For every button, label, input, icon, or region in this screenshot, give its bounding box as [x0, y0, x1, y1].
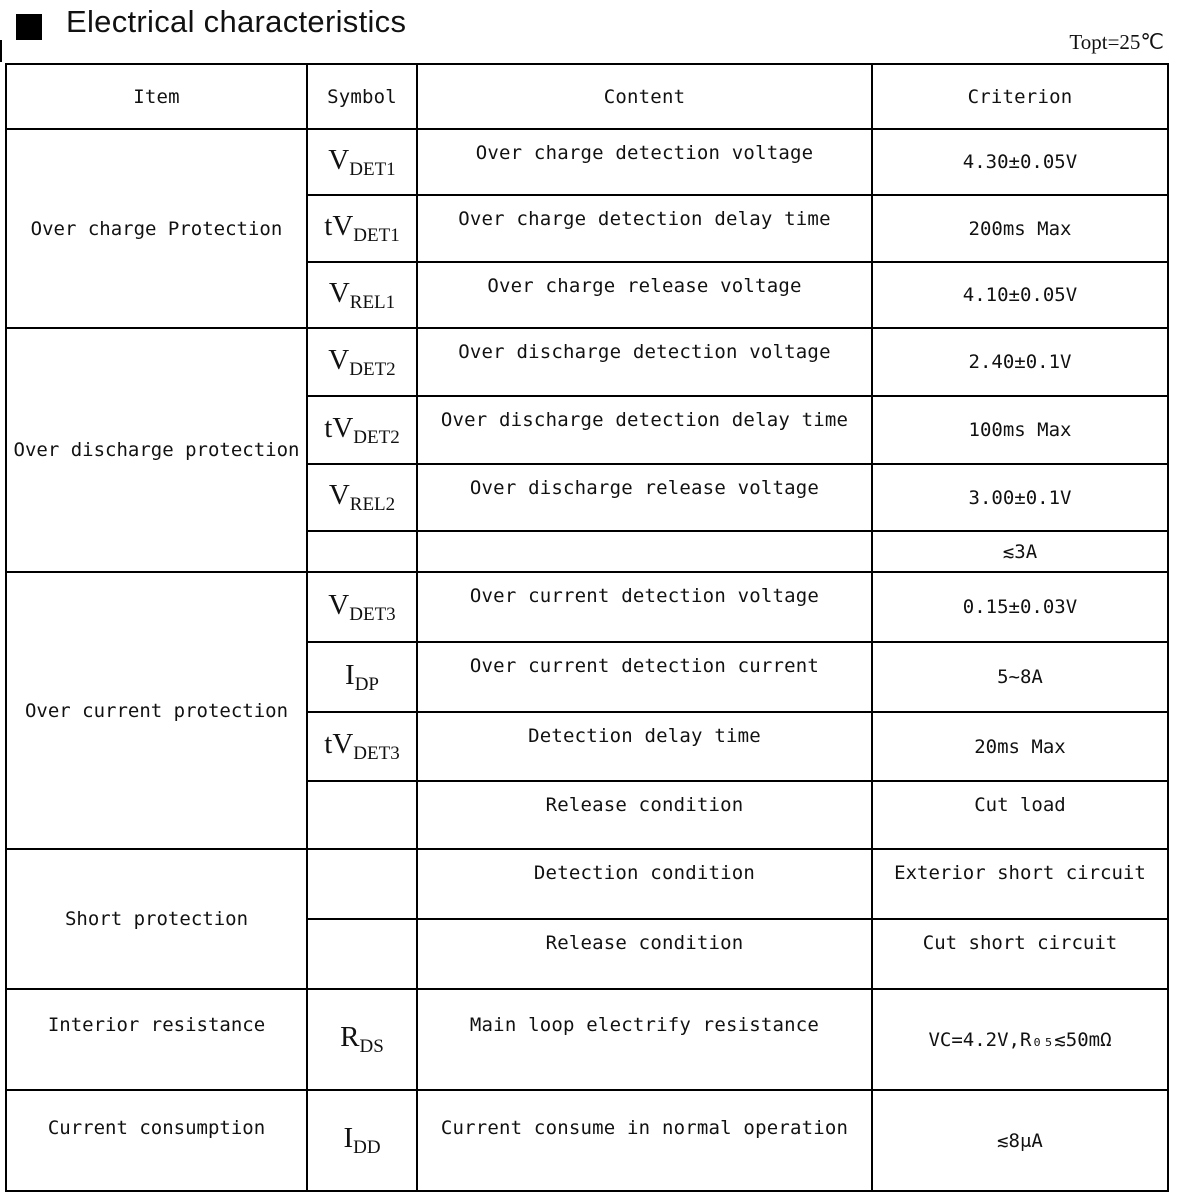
criterion-cell: 5~8A — [872, 642, 1168, 712]
header-item: Item — [6, 64, 307, 129]
title-row — [8, 0, 1188, 50]
operating-temperature-note: Topt=25℃ — [1069, 30, 1164, 54]
content-cell: Over current detection voltage — [417, 572, 872, 642]
table-row — [6, 989, 1168, 1090]
symbol-rds: $R_{DS}$ — [307, 989, 417, 1090]
header-row — [6, 64, 1168, 129]
content-cell: Detection delay time — [417, 712, 872, 781]
content-cell: Release condition — [417, 781, 872, 849]
header-symbol: Symbol — [307, 64, 417, 129]
symbol-empty — [307, 531, 417, 572]
content-cell: Over charge detection voltage — [417, 129, 872, 195]
content-cell: Over discharge release voltage — [417, 464, 872, 531]
criterion-cell: 0.15±0.03V — [872, 572, 1168, 642]
criterion-cell: VC=4.2V,R₀₅≲50mΩ — [872, 989, 1168, 1090]
symbol-empty — [307, 781, 417, 849]
criterion-cell: Exterior short circuit — [872, 849, 1168, 919]
criterion-cell: 2.40±0.1V — [872, 328, 1168, 396]
content-cell: Main loop electrify resistance — [417, 989, 872, 1090]
item-short: Short protection — [6, 849, 307, 989]
criterion-cell: Cut load — [872, 781, 1168, 849]
page-title: Electrical characteristics — [66, 4, 407, 39]
content-cell: Over current detection current — [417, 642, 872, 712]
item-interior-resistance: Interior resistance — [6, 989, 307, 1090]
symbol-vdet2: $V_{DET2}$ — [307, 328, 417, 396]
table-row — [6, 572, 1168, 642]
symbol-tvdet2: $tV_{DET2}$ — [307, 396, 417, 464]
content-cell — [417, 531, 872, 572]
table-row — [6, 849, 1168, 919]
criterion-cell: 20ms Max — [872, 712, 1168, 781]
header-content: Content — [417, 64, 872, 129]
content-cell: Over charge detection delay time — [417, 195, 872, 262]
content-cell: Over discharge detection voltage — [417, 328, 872, 396]
symbol-vrel2: $V_{REL2}$ — [307, 464, 417, 531]
criterion-cell: ≲3A — [872, 531, 1168, 572]
item-over-charge: Over charge Protection — [6, 129, 307, 328]
criterion-cell: 4.10±0.05V — [872, 262, 1168, 328]
item-over-discharge: Over discharge protection — [6, 328, 307, 572]
symbol-idd: $I_{DD}$ — [307, 1090, 417, 1191]
criterion-cell: 3.00±0.1V — [872, 464, 1168, 531]
criterion-cell: 4.30±0.05V — [872, 129, 1168, 195]
corner-mark — [0, 40, 5, 62]
table-row — [6, 328, 1168, 396]
criterion-cell: Cut short circuit — [872, 919, 1168, 989]
symbol-tvdet1: $tV_{DET1}$ — [307, 195, 417, 262]
content-cell: Over discharge detection delay time — [417, 396, 872, 464]
content-cell: Current consume in normal operation — [417, 1090, 872, 1191]
criterion-cell: 100ms Max — [872, 396, 1168, 464]
item-over-current: Over current protection — [6, 572, 307, 849]
criterion-cell: 200ms Max — [872, 195, 1168, 262]
symbol-vrel1: $V_{REL1}$ — [307, 262, 417, 328]
content-cell: Over charge release voltage — [417, 262, 872, 328]
content-cell: Release condition — [417, 919, 872, 989]
content-cell: Detection condition — [417, 849, 872, 919]
criterion-cell: ≲8μA — [872, 1090, 1168, 1191]
bullet-square-icon — [16, 14, 42, 40]
item-current-consumption: Current consumption — [6, 1090, 307, 1191]
table-row — [6, 129, 1168, 195]
symbol-idp: $I_{DP}$ — [307, 642, 417, 712]
symbol-empty — [307, 849, 417, 919]
table-row — [6, 1090, 1168, 1191]
electrical-characteristics-table — [5, 63, 1169, 1192]
symbol-empty — [307, 919, 417, 989]
symbol-tvdet3: $tV_{DET3}$ — [307, 712, 417, 781]
header-criterion: Criterion — [872, 64, 1168, 129]
symbol-vdet3: $V_{DET3}$ — [307, 572, 417, 642]
symbol-vdet1: $V_{DET1}$ — [307, 129, 417, 195]
